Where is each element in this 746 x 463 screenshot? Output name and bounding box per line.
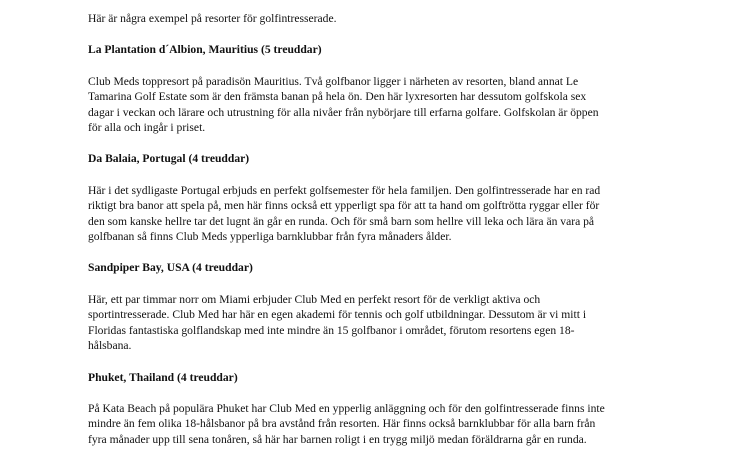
section-heading-usa: Sandpiper Bay, USA (4 treuddar) xyxy=(88,261,253,275)
section-body-thailand xyxy=(88,401,668,447)
body-line: sportintresserade. Club Med har här en egen akademi för tennis och golf utbildningar. Dessutom är vi mitt i xyxy=(88,308,587,322)
body-line: På Kata Beach på populära Phuket har Club Med en ypperlig anläggning och för den golfintresserade finns inte xyxy=(88,401,605,415)
intro-paragraph: Här är några exempel på resorter för golfintresserade. xyxy=(88,12,337,25)
body-line: Floridas fantastiska golflandskap med inte mindre än 15 golfbanor i området, förutom resortens egen 18- xyxy=(88,323,575,337)
body-line: Tamarina Golf Estate som är den främsta banan på hela ön. Den här lyxresorten har dessutom golfskola sex xyxy=(88,90,587,104)
body-line: för alla och ingår i priset. xyxy=(88,121,206,135)
body-line: den som kanske hellre tar det lugnt än går en runda. Och för små barn som hellre vill leka och lära än vara på xyxy=(88,214,595,228)
section-body-mauritius xyxy=(88,74,668,136)
section-heading-portugal: Da Balaia, Portugal (4 treuddar) xyxy=(88,152,250,166)
section-heading-thailand: Phuket, Thailand (4 treuddar) xyxy=(88,370,238,384)
section-body-usa xyxy=(88,292,668,354)
body-line: Club Meds toppresort på paradisön Mauritius. Två golfbanor ligger i närheten av resorten, bland annat Le xyxy=(88,74,579,88)
body-line: hålsbana. xyxy=(88,339,132,353)
body-line: Här i det sydligaste Portugal erbjuds en perfekt golfsemester för hela familjen. Den golfintresserade har en rad xyxy=(88,183,601,197)
document-page xyxy=(88,11,668,463)
body-line: mindre än fem olika 18-hålsbanor på bra avstånd från resorten. Här finns också barnklubbar för alla barn från xyxy=(88,417,596,431)
body-line: riktigt bra banor att spela på, men här finns också ett ypperligt spa för att ta hand om golftrötta ryggar eller för xyxy=(88,199,600,213)
section-heading-mauritius: La Plantation d´Albion, Mauritius (5 treuddar) xyxy=(88,43,322,57)
body-line: dagar i veckan och lärare och utrustning för alla nivåer från nybörjare till erfarna golfare. Golfskolan är öppen xyxy=(88,105,599,119)
body-line: golfbanan så finns Club Meds ypperliga barnklubbar från fyra månaders ålder. xyxy=(88,230,452,244)
section-body-portugal xyxy=(88,183,668,245)
body-line: fyra månader upp till sena tonåren, så här har barnen roligt i en trygg miljö medan föräldrarna går en runda. xyxy=(88,432,587,446)
body-line: Här, ett par timmar norr om Miami erbjuder Club Med en perfekt resort för de verkligt aktiva och xyxy=(88,292,541,306)
